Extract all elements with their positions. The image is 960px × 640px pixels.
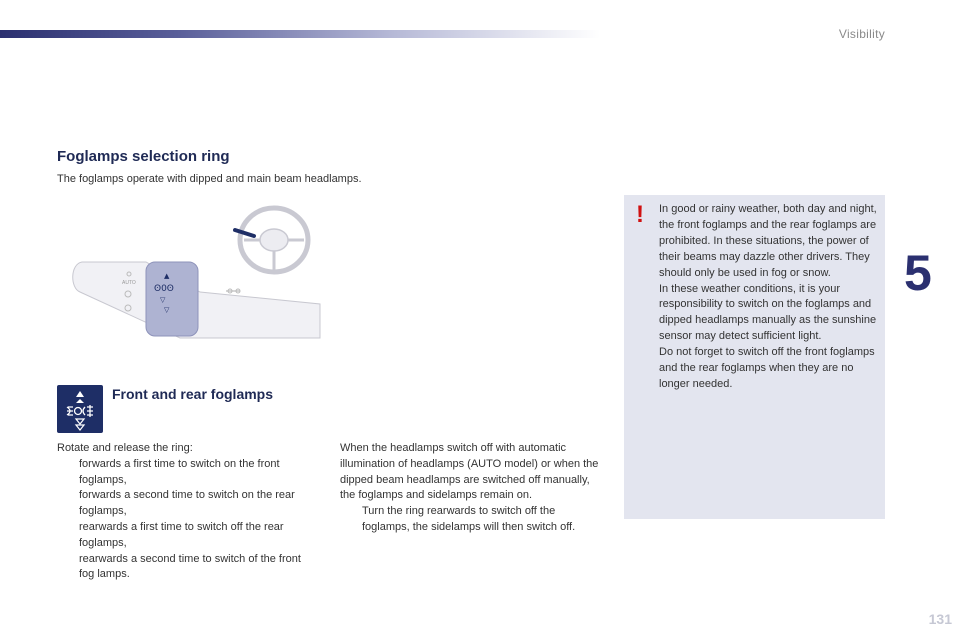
svg-text:▲: ▲ <box>164 272 170 280</box>
list-item: rearwards a second time to switch of the front fog lamps. <box>79 552 301 581</box>
foglamps-intro: The foglamps operate with dipped and main beam headlamps. <box>57 173 362 185</box>
warning-text <box>659 202 877 393</box>
foglamps-selection-heading: Foglamps selection ring <box>57 148 230 165</box>
list-item: forwards a second time to switch on the rear foglamps, <box>79 489 295 518</box>
ring-instructions <box>57 441 319 583</box>
auto-note-list <box>340 504 602 536</box>
warning-paragraph: Do not forget to switch off the front foglamps and the rear foglamps when they are no longer needed. <box>659 346 875 390</box>
list-item: forwards a first time to switch on the front foglamps, <box>79 457 280 486</box>
warning-paragraph: In good or rainy weather, both day and night, the front foglamps and the rear foglamps are prohibited. In these situations, the power of their beams may dazzle other drivers. They should only be used in fog or snow. <box>659 203 877 279</box>
ring-instruction-list <box>57 457 319 583</box>
auto-lighting-note <box>340 441 602 536</box>
ring-instruction-intro: Rotate and release the ring: <box>57 442 193 454</box>
svg-text:ʘ0ʘ: ʘ0ʘ <box>154 284 174 294</box>
page-number: 131 <box>928 611 952 627</box>
front-rear-foglamp-icon <box>57 385 103 433</box>
list-item: rearwards a first time to switch off the rear foglamps, <box>79 520 284 549</box>
warning-box <box>624 195 885 519</box>
front-rear-foglamps-heading: Front and rear foglamps <box>112 386 274 402</box>
section-title: Visibility <box>838 27 885 41</box>
steering-wheel-illustration <box>235 208 308 272</box>
list-item: Turn the ring rearwards to switch off the foglamps, the sidelamps will then switch off. <box>362 505 576 533</box>
header-gradient-bar <box>0 30 600 38</box>
illustration-auto-label: AUTO <box>122 280 136 286</box>
svg-text:▽: ▽ <box>160 296 166 304</box>
auto-note-text: When the headlamps switch off with automatic illumination of headlamps (AUTO model) or when the dipped beam headlamps are switched off manually, the foglamps and sidelamps remain on. <box>340 442 599 502</box>
lighting-stalk-illustration <box>68 192 324 342</box>
warning-exclamation-icon: ! <box>636 201 644 228</box>
warning-paragraph: In these weather conditions, it is your responsibility to switch on the foglamps and dipped headlamps manually as the sunshine sensor may detect sufficient light. <box>659 282 877 343</box>
svg-text:▽: ▽ <box>164 306 170 314</box>
chapter-number: 5 <box>904 245 932 301</box>
